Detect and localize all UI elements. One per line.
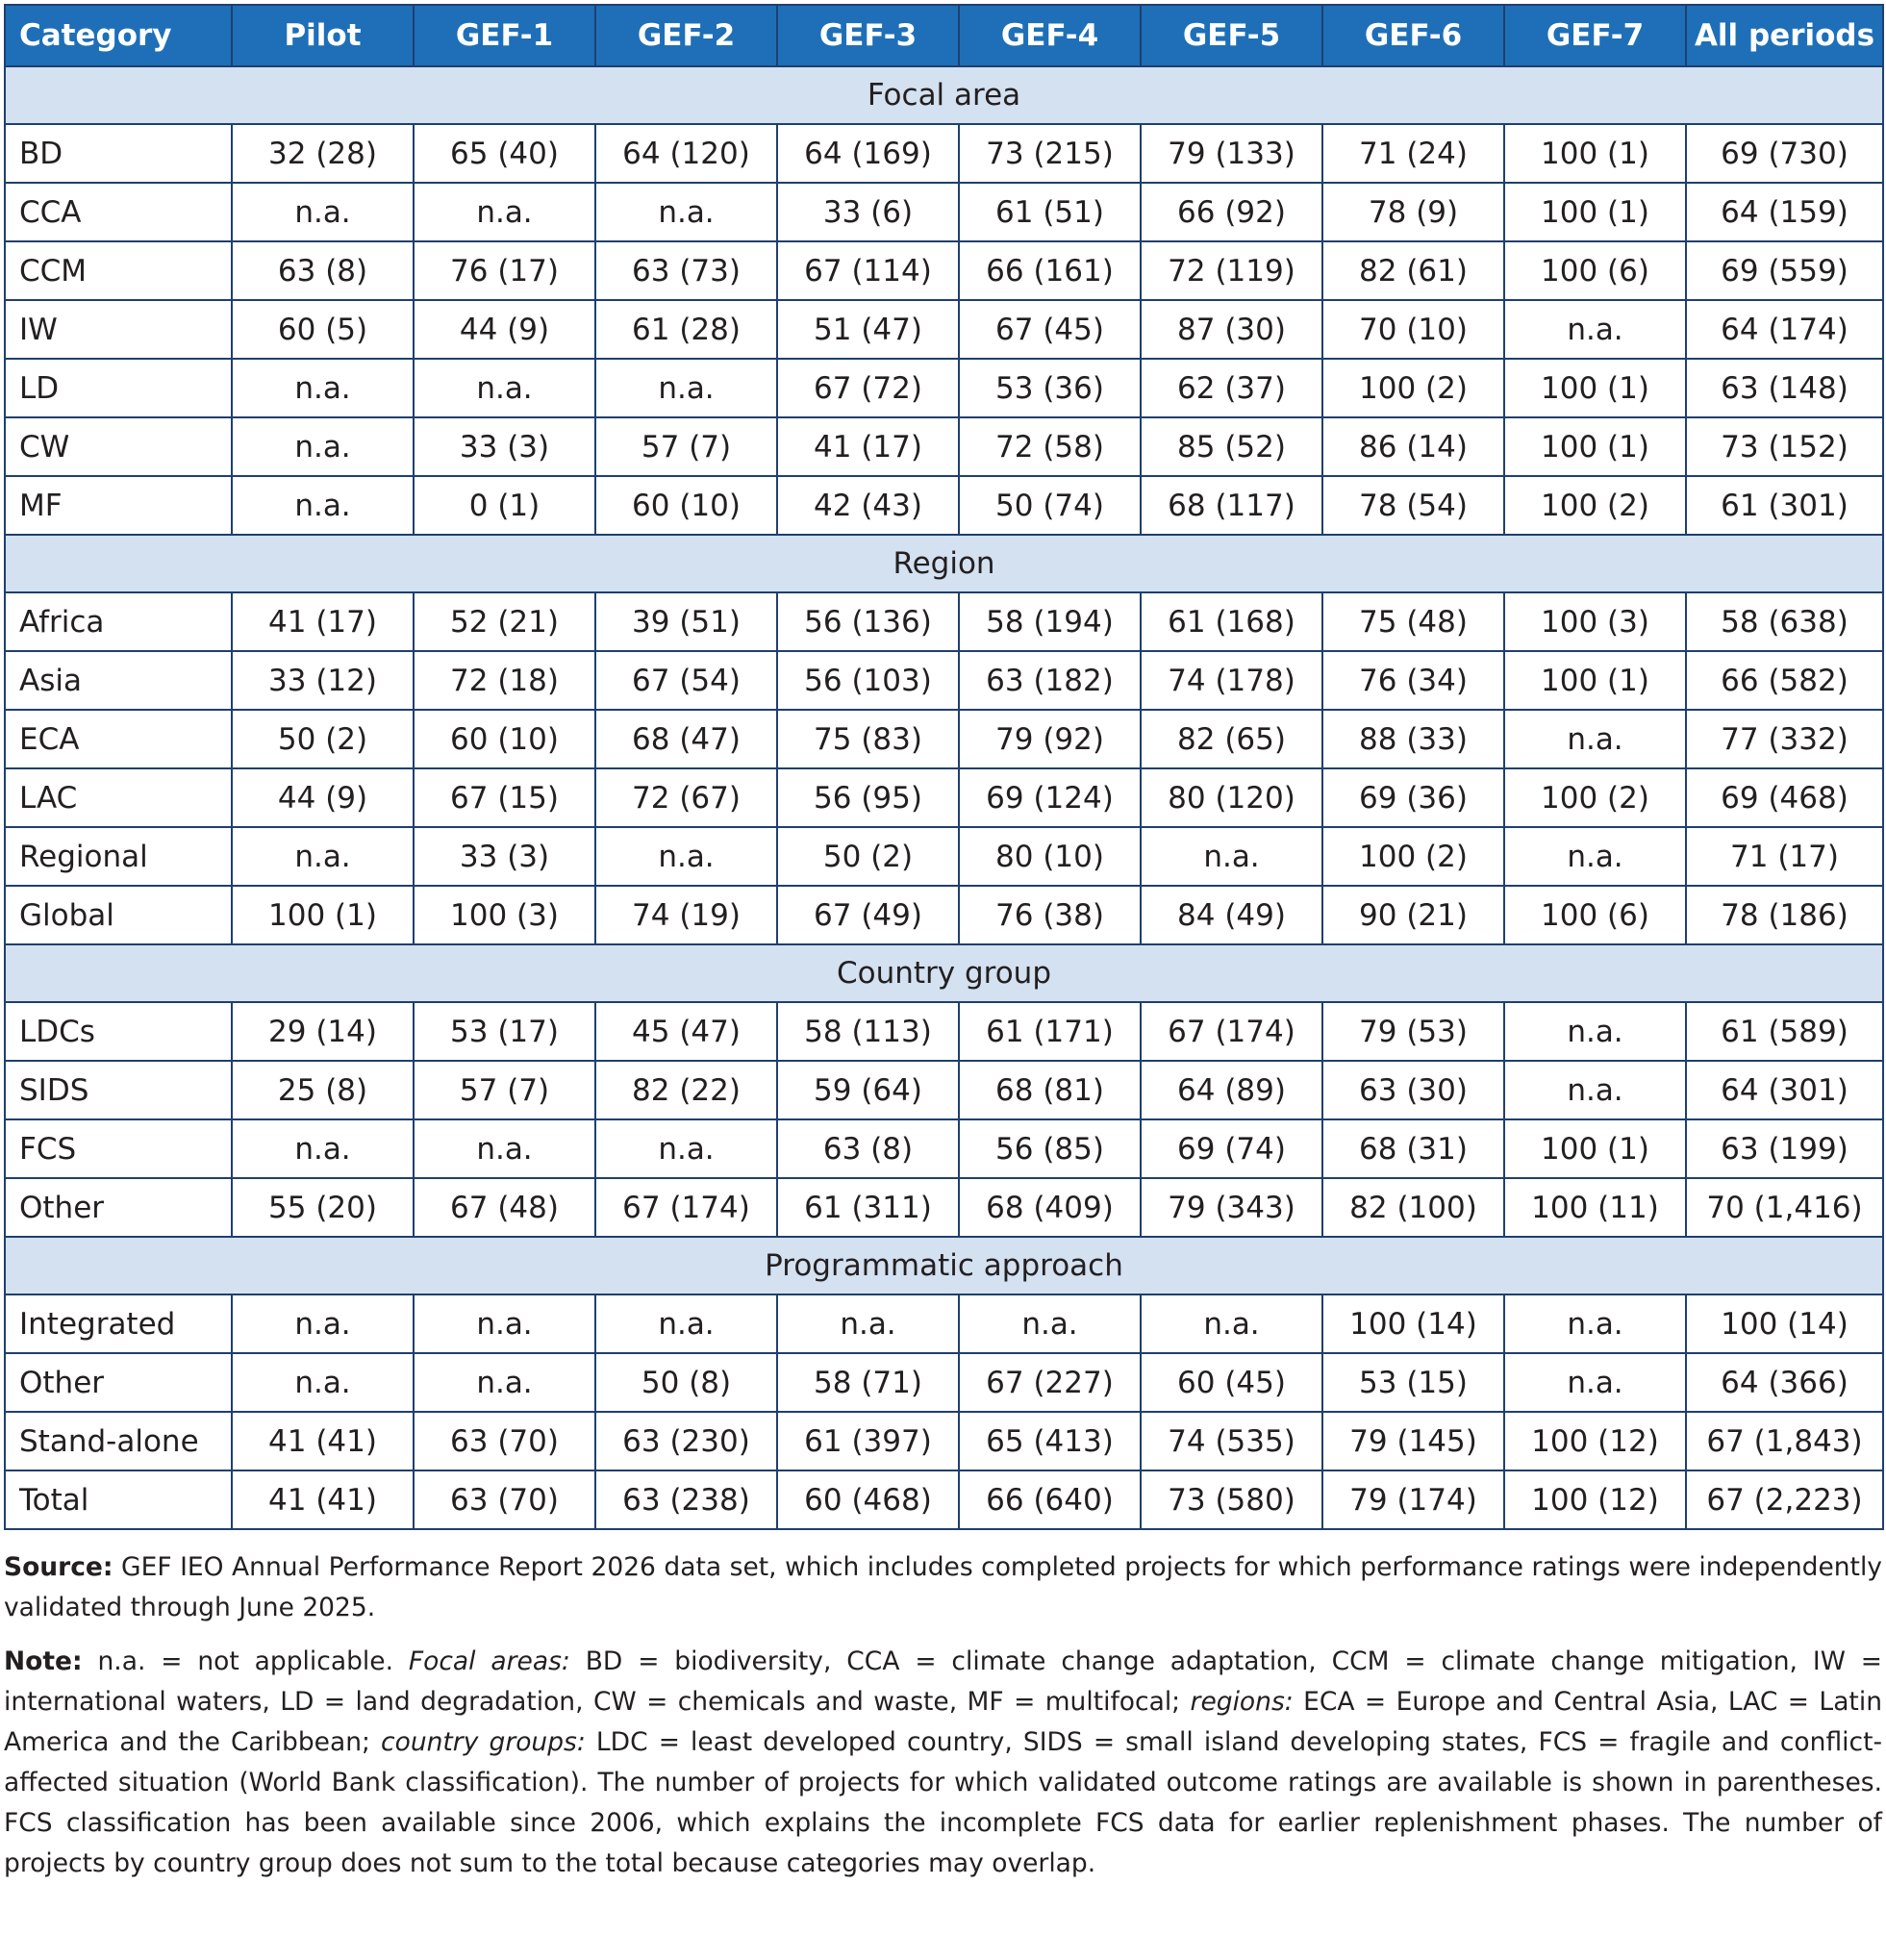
table-cell: 33 (12)	[232, 651, 414, 710]
row-label: CCA	[5, 183, 232, 241]
table-cell: 63 (73)	[595, 241, 777, 300]
table-cell: 41 (17)	[232, 592, 414, 651]
table-cell: 100 (3)	[1504, 592, 1686, 651]
table-cell: 68 (31)	[1322, 1119, 1504, 1178]
table-cell: n.a.	[1141, 827, 1322, 886]
table-cell: n.a.	[1504, 1002, 1686, 1061]
table-cell: 67 (48)	[414, 1178, 595, 1237]
table-cell: 79 (92)	[959, 710, 1141, 768]
table-cell: 61 (51)	[959, 183, 1141, 241]
table-cell: 66 (640)	[959, 1470, 1141, 1529]
table-cell: 73 (215)	[959, 124, 1141, 183]
table-cell: 41 (41)	[232, 1412, 414, 1470]
table-cell: n.a.	[1504, 1294, 1686, 1353]
table-cell: n.a.	[232, 1119, 414, 1178]
table-cell: 64 (366)	[1686, 1353, 1883, 1412]
table-cell: 85 (52)	[1141, 417, 1322, 476]
table-cell: 56 (95)	[777, 768, 959, 827]
table-cell: 60 (10)	[595, 476, 777, 535]
table-cell: 79 (53)	[1322, 1002, 1504, 1061]
table-cell: 79 (343)	[1141, 1178, 1322, 1237]
table-cell: n.a.	[595, 359, 777, 417]
table-cell: 76 (17)	[414, 241, 595, 300]
table-cell: 63 (148)	[1686, 359, 1883, 417]
table-cell: 100 (2)	[1504, 768, 1686, 827]
table-cell: 61 (301)	[1686, 476, 1883, 535]
table-cell: 61 (168)	[1141, 592, 1322, 651]
row-label: Stand-alone	[5, 1412, 232, 1470]
table-cell: 100 (1)	[1504, 1119, 1686, 1178]
table-cell: 66 (582)	[1686, 651, 1883, 710]
table-cell: 87 (30)	[1141, 300, 1322, 359]
row-label: Other	[5, 1353, 232, 1412]
table-cell: 100 (2)	[1504, 476, 1686, 535]
table-cell: 51 (47)	[777, 300, 959, 359]
table-row	[5, 1178, 1883, 1237]
note-text: BD = biodiversity, CCA = climate change adaptation, CCM = climate change mitigation, IW = international waters, LD = land degradation, CW = chemicals and waste, MF = multifocal;	[4, 1646, 1882, 1717]
table-row	[5, 1002, 1883, 1061]
row-label: FCS	[5, 1119, 232, 1178]
note-term: regions:	[1190, 1687, 1294, 1717]
table-row	[5, 886, 1883, 944]
table-cell: 61 (28)	[595, 300, 777, 359]
table-cell: n.a.	[414, 1119, 595, 1178]
column-header-gef-6: GEF-6	[1322, 5, 1504, 66]
table-cell: n.a.	[232, 476, 414, 535]
table-cell: 100 (1)	[1504, 124, 1686, 183]
table-cell: 68 (81)	[959, 1061, 1141, 1119]
table-cell: 82 (65)	[1141, 710, 1322, 768]
table-cell: 67 (45)	[959, 300, 1141, 359]
table-cell: 42 (43)	[777, 476, 959, 535]
table-cell: 67 (15)	[414, 768, 595, 827]
column-header-gef-7: GEF-7	[1504, 5, 1686, 66]
table-cell: 65 (413)	[959, 1412, 1141, 1470]
table-cell: 57 (7)	[414, 1061, 595, 1119]
table-cell: n.a.	[595, 1119, 777, 1178]
table-cell: 68 (117)	[1141, 476, 1322, 535]
table-cell: n.a.	[232, 359, 414, 417]
table-cell: n.a.	[1504, 1353, 1686, 1412]
note-paragraph	[4, 1642, 1882, 1884]
table-cell: 33 (3)	[414, 417, 595, 476]
table-cell: 79 (133)	[1141, 124, 1322, 183]
table-cell: 100 (6)	[1504, 886, 1686, 944]
table-cell: 67 (2,223)	[1686, 1470, 1883, 1529]
performance-table	[4, 4, 1884, 1530]
table-cell: 29 (14)	[232, 1002, 414, 1061]
table-cell: 84 (49)	[1141, 886, 1322, 944]
table-cell: 71 (24)	[1322, 124, 1504, 183]
table-cell: 33 (6)	[777, 183, 959, 241]
table-cell: 67 (174)	[595, 1178, 777, 1237]
table-cell: 60 (45)	[1141, 1353, 1322, 1412]
table-cell: 100 (1)	[232, 886, 414, 944]
table-row	[5, 710, 1883, 768]
source-note	[4, 1547, 1882, 1628]
row-label: Other	[5, 1178, 232, 1237]
table-cell: 50 (74)	[959, 476, 1141, 535]
table-cell: 50 (8)	[595, 1353, 777, 1412]
table-cell: 73 (580)	[1141, 1470, 1322, 1529]
table-cell: 100 (6)	[1504, 241, 1686, 300]
table-cell: n.a.	[777, 1294, 959, 1353]
table-row	[5, 651, 1883, 710]
table-cell: 100 (1)	[1504, 183, 1686, 241]
table-cell: 100 (12)	[1504, 1412, 1686, 1470]
note-text: n.a. = not applicable.	[82, 1646, 409, 1676]
note-text: LDC = least developed country, SIDS = small island developing states, FCS = fragile and conflict-affected situation (World Bank classification). The number of projects for which validated outcome ratings are available is shown in parentheses. FCS classification has been available since 2006, which explains the incomplete FCS data for earlier replenishment phases. The number of projects by country group does not sum to the total because categories may overlap.	[4, 1727, 1883, 1878]
table-cell: n.a.	[1504, 710, 1686, 768]
table-cell: 61 (589)	[1686, 1002, 1883, 1061]
table-cell: 69 (730)	[1686, 124, 1883, 183]
table-cell: n.a.	[232, 1294, 414, 1353]
table-cell: n.a.	[414, 1353, 595, 1412]
table-cell: 25 (8)	[232, 1061, 414, 1119]
section-title: Region	[5, 535, 1883, 592]
table-cell: 53 (17)	[414, 1002, 595, 1061]
column-header-gef-4: GEF-4	[959, 5, 1141, 66]
table-cell: 68 (409)	[959, 1178, 1141, 1237]
table-cell: 60 (468)	[777, 1470, 959, 1529]
table-cell: n.a.	[232, 183, 414, 241]
section-header-row	[5, 66, 1883, 124]
row-label: Integrated	[5, 1294, 232, 1353]
table-cell: 72 (67)	[595, 768, 777, 827]
table-cell: 100 (1)	[1504, 417, 1686, 476]
section-header-row	[5, 944, 1883, 1002]
table-cell: 76 (38)	[959, 886, 1141, 944]
table-row	[5, 359, 1883, 417]
table-cell: 58 (638)	[1686, 592, 1883, 651]
table-cell: 45 (47)	[595, 1002, 777, 1061]
table-row	[5, 1119, 1883, 1178]
table-cell: 71 (17)	[1686, 827, 1883, 886]
table-cell: n.a.	[232, 827, 414, 886]
row-label: Total	[5, 1470, 232, 1529]
table-cell: 82 (100)	[1322, 1178, 1504, 1237]
table-row	[5, 827, 1883, 886]
table-row	[5, 592, 1883, 651]
table-row	[5, 300, 1883, 359]
table-cell: 33 (3)	[414, 827, 595, 886]
table-cell: 77 (332)	[1686, 710, 1883, 768]
table-cell: 61 (171)	[959, 1002, 1141, 1061]
row-label: ECA	[5, 710, 232, 768]
table-body	[5, 66, 1883, 1529]
table-cell: 64 (169)	[777, 124, 959, 183]
table-cell: 62 (37)	[1141, 359, 1322, 417]
table-cell: 58 (194)	[959, 592, 1141, 651]
table-cell: 52 (21)	[414, 592, 595, 651]
table-cell: n.a.	[414, 1294, 595, 1353]
table-cell: 63 (199)	[1686, 1119, 1883, 1178]
table-cell: 59 (64)	[777, 1061, 959, 1119]
table-cell: 67 (49)	[777, 886, 959, 944]
table-cell: 70 (10)	[1322, 300, 1504, 359]
table-cell: 56 (85)	[959, 1119, 1141, 1178]
table-cell: 67 (174)	[1141, 1002, 1322, 1061]
table-cell: 69 (468)	[1686, 768, 1883, 827]
table-cell: n.a.	[1504, 300, 1686, 359]
table-cell: 69 (74)	[1141, 1119, 1322, 1178]
table-cell: 32 (28)	[232, 124, 414, 183]
table-cell: 57 (7)	[595, 417, 777, 476]
table-cell: 67 (54)	[595, 651, 777, 710]
row-label: SIDS	[5, 1061, 232, 1119]
source-label: Source:	[4, 1552, 113, 1582]
table-cell: n.a.	[232, 417, 414, 476]
table-cell: n.a.	[595, 1294, 777, 1353]
row-label: Regional	[5, 827, 232, 886]
note-text: ECA = Europe and Central Asia, LAC = Latin America and the Caribbean;	[4, 1687, 1882, 1757]
table-cell: 53 (15)	[1322, 1353, 1504, 1412]
table-cell: 63 (238)	[595, 1470, 777, 1529]
table-cell: 100 (3)	[414, 886, 595, 944]
row-label: CCM	[5, 241, 232, 300]
table-cell: 73 (152)	[1686, 417, 1883, 476]
table-cell: 100 (1)	[1504, 359, 1686, 417]
table-cell: 90 (21)	[1322, 886, 1504, 944]
table-cell: 76 (34)	[1322, 651, 1504, 710]
row-label: LD	[5, 359, 232, 417]
table-row	[5, 1353, 1883, 1412]
table-cell: n.a.	[595, 827, 777, 886]
table-cell: 63 (8)	[777, 1119, 959, 1178]
table-cell: 78 (54)	[1322, 476, 1504, 535]
note-term: country groups:	[381, 1727, 586, 1757]
table-cell: 60 (5)	[232, 300, 414, 359]
table-cell: 67 (114)	[777, 241, 959, 300]
column-header-all-periods: All periods	[1686, 5, 1883, 66]
table-cell: 88 (33)	[1322, 710, 1504, 768]
table-cell: 100 (14)	[1686, 1294, 1883, 1353]
source-text: GEF IEO Annual Performance Report 2026 data set, which includes completed projects for which performance ratings were independently validated through June 2025.	[4, 1552, 1882, 1622]
table-cell: 66 (161)	[959, 241, 1141, 300]
table-cell: 56 (103)	[777, 651, 959, 710]
table-cell: 78 (186)	[1686, 886, 1883, 944]
row-label: IW	[5, 300, 232, 359]
table-row	[5, 241, 1883, 300]
table-cell: 75 (83)	[777, 710, 959, 768]
column-header-gef-2: GEF-2	[595, 5, 777, 66]
table-cell: 79 (145)	[1322, 1412, 1504, 1470]
table-cell: 64 (89)	[1141, 1061, 1322, 1119]
section-header-row	[5, 535, 1883, 592]
table-cell: 69 (559)	[1686, 241, 1883, 300]
table-cell: 56 (136)	[777, 592, 959, 651]
table-cell: 64 (301)	[1686, 1061, 1883, 1119]
table-cell: 72 (58)	[959, 417, 1141, 476]
table-cell: 44 (9)	[232, 768, 414, 827]
row-label: Asia	[5, 651, 232, 710]
column-header-gef-3: GEF-3	[777, 5, 959, 66]
table-cell: 63 (230)	[595, 1412, 777, 1470]
table-cell: 63 (70)	[414, 1470, 595, 1529]
table-cell: n.a.	[1504, 1061, 1686, 1119]
table-cell: 68 (47)	[595, 710, 777, 768]
table-cell: n.a.	[414, 359, 595, 417]
table-cell: 78 (9)	[1322, 183, 1504, 241]
table-cell: 70 (1,416)	[1686, 1178, 1883, 1237]
column-header-gef-1: GEF-1	[414, 5, 595, 66]
table-cell: 79 (174)	[1322, 1470, 1504, 1529]
table-cell: 0 (1)	[414, 476, 595, 535]
table-cell: 80 (10)	[959, 827, 1141, 886]
table-cell: n.a.	[232, 1353, 414, 1412]
table-cell: 74 (19)	[595, 886, 777, 944]
table-notes	[4, 1547, 1882, 1884]
table-cell: 55 (20)	[232, 1178, 414, 1237]
table-cell: 61 (397)	[777, 1412, 959, 1470]
table-cell: 53 (36)	[959, 359, 1141, 417]
column-header-gef-5: GEF-5	[1141, 5, 1322, 66]
section-title: Country group	[5, 944, 1883, 1002]
table-row	[5, 1061, 1883, 1119]
table-cell: n.a.	[1504, 827, 1686, 886]
table-cell: 67 (72)	[777, 359, 959, 417]
table-cell: 67 (227)	[959, 1353, 1141, 1412]
table-header-row	[5, 5, 1883, 66]
table-cell: 64 (174)	[1686, 300, 1883, 359]
table-cell: 67 (1,843)	[1686, 1412, 1883, 1470]
table-cell: 64 (159)	[1686, 183, 1883, 241]
table-cell: n.a.	[414, 183, 595, 241]
table-cell: 82 (61)	[1322, 241, 1504, 300]
table-row	[5, 417, 1883, 476]
section-title: Focal area	[5, 66, 1883, 124]
column-header-category: Category	[5, 5, 232, 66]
table-cell: 58 (71)	[777, 1353, 959, 1412]
table-cell: n.a.	[959, 1294, 1141, 1353]
table-cell: 63 (70)	[414, 1412, 595, 1470]
table-cell: 100 (11)	[1504, 1178, 1686, 1237]
table-cell: 100 (14)	[1322, 1294, 1504, 1353]
table-cell: n.a.	[1141, 1294, 1322, 1353]
table-cell: 44 (9)	[414, 300, 595, 359]
column-header-pilot: Pilot	[232, 5, 414, 66]
table-cell: 72 (18)	[414, 651, 595, 710]
table-cell: 63 (30)	[1322, 1061, 1504, 1119]
table-cell: 80 (120)	[1141, 768, 1322, 827]
row-label: Africa	[5, 592, 232, 651]
table-cell: 61 (311)	[777, 1178, 959, 1237]
row-label: MF	[5, 476, 232, 535]
table-cell: 74 (178)	[1141, 651, 1322, 710]
table-cell: 41 (17)	[777, 417, 959, 476]
note-term: Focal areas:	[408, 1646, 570, 1676]
note-label: Note:	[4, 1646, 83, 1676]
row-label: LDCs	[5, 1002, 232, 1061]
section-header-row	[5, 1237, 1883, 1294]
table-cell: 66 (92)	[1141, 183, 1322, 241]
table-cell: 58 (113)	[777, 1002, 959, 1061]
table-row	[5, 183, 1883, 241]
table-cell: 63 (8)	[232, 241, 414, 300]
table-cell: 65 (40)	[414, 124, 595, 183]
table-cell: n.a.	[595, 183, 777, 241]
table-cell: 64 (120)	[595, 124, 777, 183]
table-cell: 100 (2)	[1322, 359, 1504, 417]
table-cell: 39 (51)	[595, 592, 777, 651]
table-cell: 69 (36)	[1322, 768, 1504, 827]
table-cell: 50 (2)	[232, 710, 414, 768]
table-cell: 63 (182)	[959, 651, 1141, 710]
table-cell: 100 (1)	[1504, 651, 1686, 710]
table-row	[5, 124, 1883, 183]
table-cell: 75 (48)	[1322, 592, 1504, 651]
table-cell: 72 (119)	[1141, 241, 1322, 300]
table-cell: 82 (22)	[595, 1061, 777, 1119]
table-cell: 100 (12)	[1504, 1470, 1686, 1529]
table-cell: 69 (124)	[959, 768, 1141, 827]
table-row	[5, 1294, 1883, 1353]
row-label: LAC	[5, 768, 232, 827]
table-cell: 60 (10)	[414, 710, 595, 768]
row-label: CW	[5, 417, 232, 476]
table-row	[5, 476, 1883, 535]
section-title: Programmatic approach	[5, 1237, 1883, 1294]
table-row	[5, 1412, 1883, 1470]
row-label: Global	[5, 886, 232, 944]
document	[4, 4, 1882, 1897]
table-cell: 100 (2)	[1322, 827, 1504, 886]
table-cell: 50 (2)	[777, 827, 959, 886]
row-label: BD	[5, 124, 232, 183]
table-cell: 41 (41)	[232, 1470, 414, 1529]
table-row	[5, 1470, 1883, 1529]
table-cell: 86 (14)	[1322, 417, 1504, 476]
table-row	[5, 768, 1883, 827]
table-cell: 74 (535)	[1141, 1412, 1322, 1470]
